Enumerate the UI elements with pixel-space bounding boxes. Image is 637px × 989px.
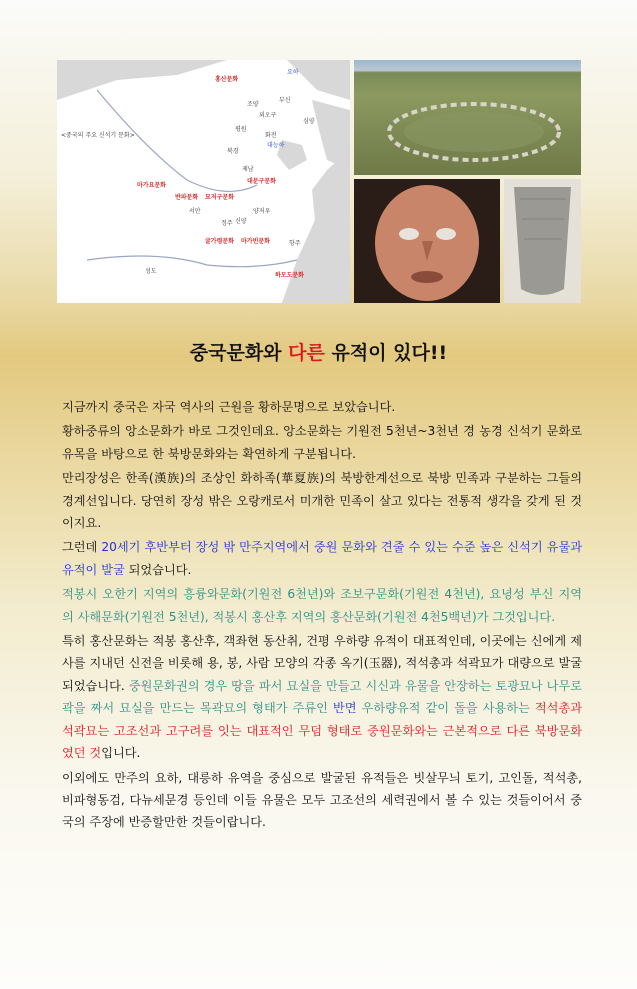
map-label-majiabang: 마가빈문화 — [241, 238, 270, 245]
map-label-hangzhou: 항주 — [289, 240, 301, 247]
neolithic-culture-map — [57, 60, 350, 303]
site-photo-shape — [354, 60, 581, 175]
map-label-pyeongwon: 평원 — [235, 126, 247, 133]
map-label-joyang: 조양 — [247, 101, 259, 108]
paragraph-6-main: 특히 홍산문화는 적봉 홍산후, 객좌현 동산취, 건평 우하량 유적이 대표적인데, 이곳에는 신에게 제사를 지내던 신전을 비롯해 용, 봉, 사람 모양의 각종 옥기(玉器), 적석총과 석곽묘가 대량으로 발굴되었습니다. — [62, 634, 582, 693]
paragraph-6-end: 입니다. — [101, 746, 141, 761]
map-label-qujialing: 굴가령문화 — [205, 238, 234, 245]
map-label-hwajeon: 화전 — [265, 132, 277, 139]
paragraph-4-highlight: 20세기 후반부터 장성 밖 만주지역에서 중원 문화와 견줄 수 있는 수준 높은 신석기 유물과 유적이 발굴 — [62, 540, 582, 577]
paragraph-6-red: 적석총과 석곽묘는 고조선과 고구려를 잇는 대표적인 무덤 형태로 중원문화와는 근본적으로 다른 북방문화였던 것 — [62, 701, 583, 761]
paragraph-3: 만리장성은 한족(漢族)의 조상인 화하족(華夏族)의 북방한계선으로 북방 민족과 구분하는 그들의 경계선입니다. 당연히 장성 밖은 오랑캐로서 미개한 민족이 살고 있다는 전통적 생각을 갖게 된 것이지요. — [62, 471, 582, 531]
map-label-chengdu: 성도 — [145, 268, 157, 275]
paragraph-5: 적봉시 오한기 지역의 흥륭와문화(기원전 6천년)와 조보구문화(기원전 4천년), 요녕성 부신 지역의 사해문화(기원전 5천년), 적봉시 홍산후 지역의 홍산문화(기원전 4천5백년)가 그것입니다. — [62, 587, 582, 624]
paragraph-4 — [62, 536, 582, 581]
pot-photo-shape — [504, 179, 581, 303]
map-label-oosangu: 외오구 — [259, 112, 277, 119]
map-shape — [57, 60, 350, 303]
map-label-banpo: 반파문화 — [175, 194, 199, 201]
map-label-miaodigou: 묘저구문화 — [205, 194, 234, 201]
map-label-xinyang: 신양 — [235, 218, 247, 225]
map-label-zhengzhou: 정주 — [221, 220, 233, 227]
map-label-sian: 서안 — [189, 208, 201, 215]
stone-tomb-site-photo — [354, 60, 581, 175]
article-body — [62, 396, 582, 834]
map-label-bushin: 부신 — [279, 97, 291, 104]
comb-pattern-pottery-photo — [504, 179, 581, 303]
paragraph-1: 지금까지 중국은 자국 역사의 근원을 황하문명으로 보았습니다. — [62, 400, 396, 414]
paragraph-6-contrast: 반면 — [327, 701, 357, 716]
map-label-hongshan: 홍산문화 — [215, 76, 239, 83]
map-label-majiayao: 마가요문화 — [137, 182, 166, 189]
map-label-simyang: 심양 — [303, 118, 315, 125]
map-legend: <중국의 주요 신석기 문화> — [61, 132, 135, 139]
paragraph-6-teal: 중원문화권의 경우 땅을 파서 묘실을 만들고 시신과 유물을 안장하는 토광묘나 나무로 곽을 짜서 묘실을 만드는 목곽묘의 형태가 주류인 — [62, 678, 582, 716]
title-part-2: 유적이 있다!! — [324, 342, 448, 364]
paragraph-7: 이외에도 만주의 요하, 대릉하 유역을 중심으로 발굴된 유적들은 빗살무늬 토기, 고인돌, 적석총, 비파형동검, 다뉴세문경 등인데 이들 유물은 모두 고조선의 세력권에서 볼 수 있는 것들이어서 중국의 주장에 반증할만한 것들이랍니다. — [62, 770, 582, 830]
map-label-yohe: 요하 — [287, 69, 299, 76]
title-highlight: 다른 — [288, 342, 325, 364]
title-part-1: 중국문화와 — [189, 342, 289, 364]
map-label-daeneunghe: 대능하 — [267, 142, 285, 149]
clay-face-figurine-photo — [354, 179, 500, 303]
top-illustration — [57, 60, 581, 303]
map-label-yangzhou: 양저우 — [253, 208, 271, 215]
page-title — [0, 338, 637, 365]
paragraph-4-intro: 그런데 — [62, 540, 102, 555]
paragraph-4-end: 되었습니다. — [124, 562, 192, 577]
map-label-hemudu: 하모도문화 — [275, 272, 304, 279]
map-label-pukin: 북경 — [227, 148, 239, 155]
paragraph-6 — [62, 630, 582, 764]
paragraph-2: 황하중류의 앙소문화가 바로 그것인데요. 앙소문화는 기원전 5천년~3천년 경 농경 신석기 문화로 유목을 바탕으로 한 북방문화와는 확연하게 구분됩니다. — [62, 424, 582, 461]
map-label-jinan: 제남 — [242, 166, 254, 173]
paragraph-6-teal-2: 우하량유적 같이 돌을 사용하는 — [356, 701, 530, 716]
map-label-dawenkou: 대문구문화 — [247, 178, 276, 185]
mask-photo-shape — [354, 179, 500, 303]
